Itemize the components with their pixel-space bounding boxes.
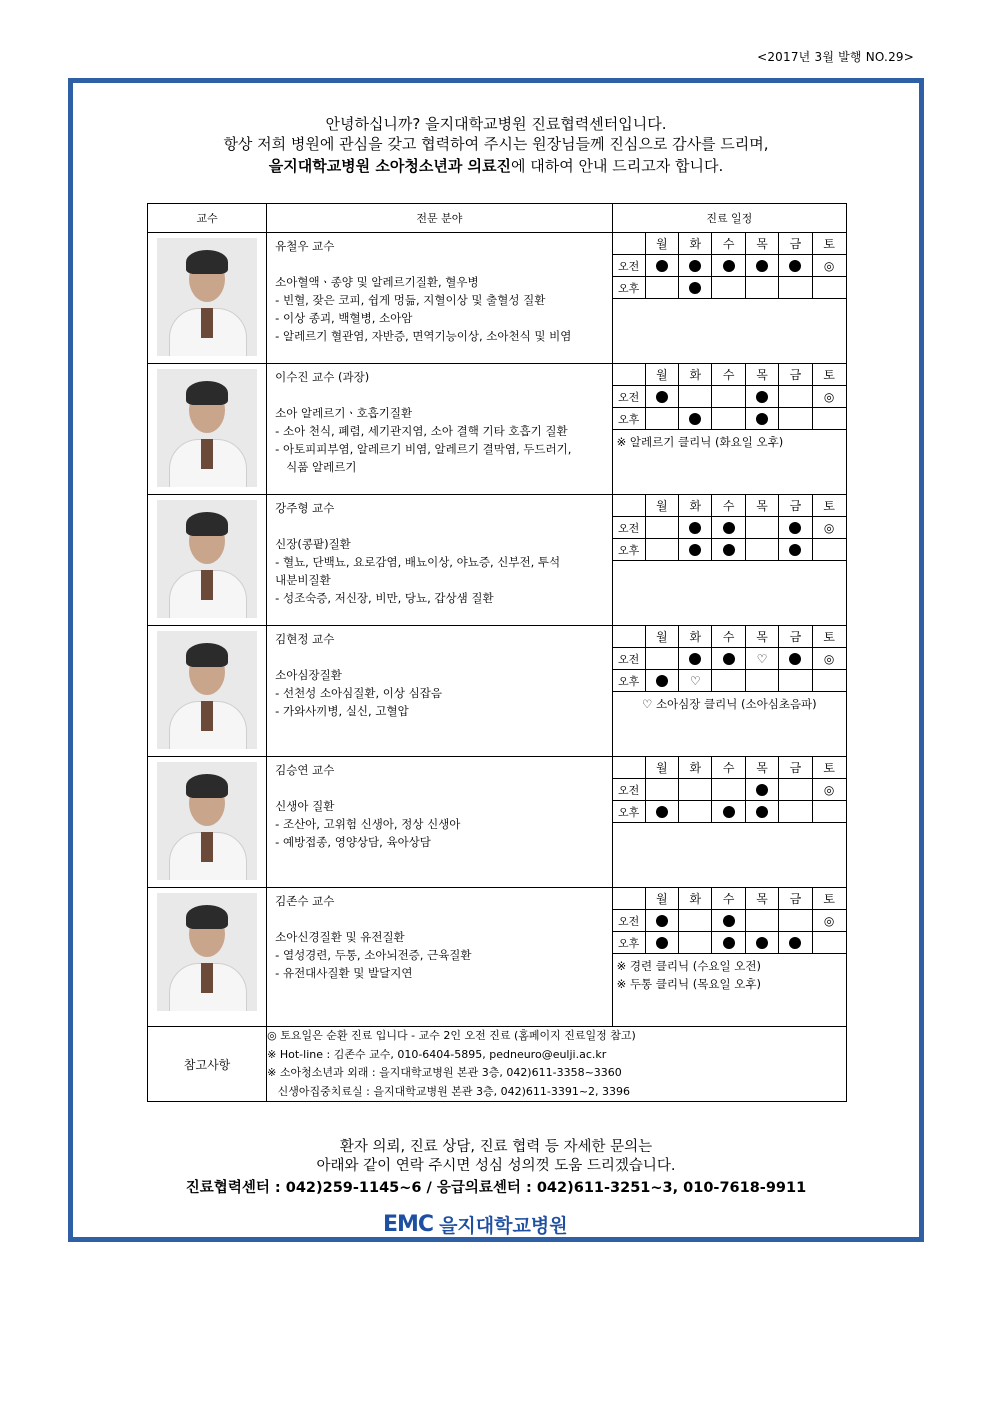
- schedule-slot: [645, 386, 678, 408]
- clinic-dot-icon: [723, 260, 735, 272]
- schedule-slot: [779, 910, 812, 932]
- day-header: 수: [712, 364, 745, 386]
- clinic-dot-icon: [689, 260, 701, 272]
- schedule-slot: [812, 539, 845, 561]
- clinic-dot-icon: [656, 915, 668, 927]
- schedule-slot: [712, 932, 745, 954]
- am-label: 오전: [613, 910, 646, 932]
- specialty-field: 내분비질환: [275, 573, 331, 587]
- schedule-slot: ♡: [745, 648, 778, 670]
- doctor-specialty-cell: [267, 888, 612, 1027]
- specialty-item: - 빈혈, 잦은 코피, 쉽게 멍듦, 지혈이상 및 출혈성 질환: [275, 293, 546, 307]
- am-label: 오전: [613, 255, 646, 277]
- day-header: 화: [679, 626, 712, 648]
- am-label: 오전: [613, 648, 646, 670]
- schedule-slot: ◎: [812, 255, 845, 277]
- doctor-specialty-cell: [267, 495, 612, 626]
- schedule-grid: [613, 364, 846, 430]
- schedule-slot: [779, 277, 812, 299]
- schedule-slot: [645, 932, 678, 954]
- specialty-item: 식품 알레르기: [275, 460, 357, 474]
- schedule-slot: [645, 910, 678, 932]
- clinic-dot-icon: [689, 282, 701, 294]
- specialty-field: 소아혈액ㆍ종양 및 알레르기질환, 혈우병: [275, 275, 479, 289]
- schedule-slot: [712, 517, 745, 539]
- reference-line: 신생아집중치료실 : 을지대학교병원 본관 3층, 042)611-3391~2, 3396: [267, 1084, 631, 1098]
- doctor-row: [148, 757, 847, 888]
- schedule-slot: [679, 517, 712, 539]
- schedule-grid: [613, 757, 846, 823]
- schedule-slot: [712, 648, 745, 670]
- schedule-notes: [613, 430, 846, 454]
- schedule-note: ♡ 소아심장 클리닉 (소아심초음파): [641, 697, 817, 711]
- day-header: 화: [679, 364, 712, 386]
- day-header: 수: [712, 888, 745, 910]
- doctor-schedule-cell: [612, 495, 846, 626]
- specialty-item: - 선천성 소아심질환, 이상 심잡음: [275, 686, 442, 700]
- clinic-dot-icon: [756, 391, 768, 403]
- schedule-slot: [679, 932, 712, 954]
- clinic-dot-icon: [656, 675, 668, 687]
- doctor-name: 유철우 교수: [275, 239, 335, 253]
- schedule-slot: [745, 277, 778, 299]
- schedule-slot: [712, 670, 745, 692]
- schedule-slot: [712, 801, 745, 823]
- doctor-photo: [157, 500, 257, 618]
- doctor-row: [148, 233, 847, 364]
- footer-contact: 진료협력센터 : 042)259-1145~6 / 응급의료센터 : 042)611-3251~3, 010-7618-9911: [185, 1180, 807, 1196]
- schedule-slot: [712, 255, 745, 277]
- day-header: 토: [812, 495, 845, 517]
- doctor-photo-cell: [148, 757, 267, 888]
- doctor-specialty-cell: [267, 757, 612, 888]
- day-header: 수: [712, 495, 745, 517]
- reference-line: ◎ 토요일은 순환 진료 입니다 - 교수 2인 오전 진료 (홈페이지 진료일정 참고): [267, 1029, 636, 1042]
- day-header: 목: [745, 626, 778, 648]
- doctor-specialty-cell: [267, 233, 612, 364]
- pm-label: 오후: [613, 539, 646, 561]
- day-header: 화: [679, 233, 712, 255]
- day-header: 월: [645, 888, 678, 910]
- clinic-dot-icon: [756, 937, 768, 949]
- logo-mark: EMC: [383, 1212, 434, 1237]
- greeting-bold: 을지대학교병원 소아청소년과 의료진: [268, 157, 512, 175]
- photo-collar: [201, 701, 213, 731]
- day-header: 목: [745, 364, 778, 386]
- day-header: 토: [812, 233, 845, 255]
- day-header: 목: [745, 888, 778, 910]
- doctor-schedule-cell: [612, 888, 846, 1027]
- schedule-note: ※ 경련 클리닉 (수요일 오전): [616, 959, 761, 973]
- day-header: 화: [679, 495, 712, 517]
- schedule-slot: [779, 386, 812, 408]
- pm-label: 오후: [613, 932, 646, 954]
- doctor-name: 김승연 교수: [275, 763, 335, 777]
- clinic-dot-icon: [789, 937, 801, 949]
- schedule-grid: [613, 888, 846, 954]
- schedule-slot: [679, 910, 712, 932]
- specialty-field: 신생아 질환: [275, 799, 335, 813]
- schedule-slot: [679, 801, 712, 823]
- clinic-dot-icon: [756, 413, 768, 425]
- schedule-notes: [613, 954, 846, 996]
- schedule-notes: [613, 561, 846, 567]
- doctor-photo: [157, 238, 257, 356]
- schedule-slot: [679, 277, 712, 299]
- day-header: 토: [812, 626, 845, 648]
- clinic-dot-icon: [723, 806, 735, 818]
- doctor-specialty-cell: [267, 626, 612, 757]
- doctor-photo-cell: [148, 233, 267, 364]
- doctor-schedule-cell: [612, 757, 846, 888]
- day-header: 목: [745, 495, 778, 517]
- day-header: 수: [712, 233, 745, 255]
- clinic-dot-icon: [656, 260, 668, 272]
- clinic-dot-icon: [689, 653, 701, 665]
- day-header: 금: [779, 233, 812, 255]
- schedule-slot: [812, 932, 845, 954]
- day-header: 월: [645, 364, 678, 386]
- schedule-slot: [779, 801, 812, 823]
- doctor-schedule-cell: [612, 233, 846, 364]
- clinic-dot-icon: [723, 653, 735, 665]
- day-header: 목: [745, 757, 778, 779]
- schedule-slot: [745, 539, 778, 561]
- specialty-item: - 가와사끼병, 실신, 고혈압: [275, 704, 409, 718]
- doctor-specialty-cell: [267, 364, 612, 495]
- schedule-slot: [679, 255, 712, 277]
- schedule-slot: [679, 779, 712, 801]
- hospital-logo: [383, 1211, 568, 1238]
- schedule-corner: [613, 888, 646, 910]
- schedule-slot: ♡: [679, 670, 712, 692]
- photo-collar: [201, 832, 213, 862]
- schedule-slot: [645, 517, 678, 539]
- specialty-item: - 열성경련, 두통, 소아뇌전증, 근육질환: [275, 948, 472, 962]
- clinic-dot-icon: [756, 806, 768, 818]
- schedule-slot: [745, 517, 778, 539]
- schedule-grid: [613, 495, 846, 561]
- specialty-field: 소아신경질환 및 유전질환: [275, 930, 405, 944]
- specialty-field: 소아심장질환: [275, 668, 342, 682]
- schedule-slot: [645, 277, 678, 299]
- doctor-photo-cell: [148, 364, 267, 495]
- photo-hair: [186, 381, 228, 405]
- schedule-corner: [613, 364, 646, 386]
- schedule-grid: [613, 233, 846, 299]
- schedule-slot: [745, 408, 778, 430]
- schedule-slot: [712, 386, 745, 408]
- schedule-slot: [779, 517, 812, 539]
- specialty-item: - 유전대사질환 및 발달지연: [275, 966, 413, 980]
- doctor-name: 김현정 교수: [275, 632, 335, 646]
- day-header: 목: [745, 233, 778, 255]
- schedule-slot: [812, 801, 845, 823]
- doctor-photo-cell: [148, 888, 267, 1027]
- schedule-slot: [645, 539, 678, 561]
- schedule-slot: [779, 408, 812, 430]
- clinic-dot-icon: [723, 544, 735, 556]
- doctor-schedule-cell: [612, 626, 846, 757]
- schedule-slot: [645, 648, 678, 670]
- schedule-slot: [745, 255, 778, 277]
- doctor-schedule-cell: [612, 364, 846, 495]
- pm-label: 오후: [613, 277, 646, 299]
- clinic-dot-icon: [689, 522, 701, 534]
- schedule-slot: [645, 408, 678, 430]
- photo-hair: [186, 774, 228, 798]
- clinic-dot-icon: [789, 544, 801, 556]
- footer-line-2: 아래와 같이 연락 주시면 성심 성의껏 도움 드리겠습니다.: [316, 1158, 676, 1174]
- specialty-field: 소아 알레르기ㆍ호흡기질환: [275, 406, 413, 420]
- schedule-slot: [745, 386, 778, 408]
- schedule-slot: [779, 648, 812, 670]
- specialty-item: - 이상 종괴, 백혈병, 소아암: [275, 311, 413, 325]
- content-frame: [68, 78, 924, 1242]
- header-specialty: 전문 분야: [267, 204, 612, 233]
- day-header: 수: [712, 757, 745, 779]
- clinic-dot-icon: [789, 653, 801, 665]
- photo-hair: [186, 905, 228, 929]
- photo-collar: [201, 963, 213, 993]
- clinic-dot-icon: [723, 522, 735, 534]
- schedule-slot: [745, 779, 778, 801]
- reference-label: 참고사항: [148, 1027, 267, 1102]
- photo-hair: [186, 250, 228, 274]
- doctor-name: 이수진 교수 (과장): [275, 370, 370, 384]
- day-header: 화: [679, 757, 712, 779]
- clinic-dot-icon: [656, 937, 668, 949]
- logo-text: 을지대학교병원: [439, 1215, 568, 1237]
- footer-line-1: 환자 의뢰, 진료 상담, 진료 협력 등 자세한 문의는: [339, 1139, 653, 1155]
- header-professor: 교수: [148, 204, 267, 233]
- doctor-row: [148, 888, 847, 1027]
- schedule-slot: [779, 670, 812, 692]
- specialty-item: - 아토피피부염, 알레르기 비염, 알레르기 결막염, 두드러기,: [275, 442, 572, 456]
- clinic-dot-icon: [723, 937, 735, 949]
- schedule-notes: [613, 299, 846, 305]
- schedule-grid: [613, 626, 846, 692]
- schedule-notes: [613, 823, 846, 829]
- schedule-slot: [679, 408, 712, 430]
- schedule-corner: [613, 233, 646, 255]
- photo-hair: [186, 643, 228, 667]
- day-header: 수: [712, 626, 745, 648]
- schedule-slot: [645, 255, 678, 277]
- specialty-item: - 예방접종, 영양상담, 육아상담: [275, 835, 431, 849]
- day-header: 화: [679, 888, 712, 910]
- header-schedule: 진료 일정: [612, 204, 846, 233]
- day-header: 금: [779, 495, 812, 517]
- schedule-slot: [745, 910, 778, 932]
- doctor-table: [147, 203, 847, 1102]
- day-header: 월: [645, 757, 678, 779]
- schedule-slot: [712, 408, 745, 430]
- schedule-slot: [779, 539, 812, 561]
- day-header: 금: [779, 626, 812, 648]
- day-header: 월: [645, 495, 678, 517]
- doctor-photo: [157, 369, 257, 487]
- schedule-note: ※ 두통 클리닉 (목요일 오후): [616, 977, 761, 991]
- schedule-corner: [613, 495, 646, 517]
- greeting-line-1: 안녕하십니까? 을지대학교병원 진료협력센터입니다.: [325, 115, 667, 133]
- day-header: 금: [779, 757, 812, 779]
- clinic-dot-icon: [789, 522, 801, 534]
- schedule-slot: ◎: [812, 517, 845, 539]
- schedule-slot: [812, 670, 845, 692]
- schedule-slot: [645, 670, 678, 692]
- specialty-item: - 소아 천식, 폐렴, 세기관지염, 소아 결핵 기타 호흡기 질환: [275, 424, 568, 438]
- day-header: 토: [812, 757, 845, 779]
- schedule-note: ※ 알레르기 클리닉 (화요일 오후): [616, 435, 784, 449]
- pm-label: 오후: [613, 801, 646, 823]
- doctor-name: 김존수 교수: [275, 894, 335, 908]
- pm-label: 오후: [613, 408, 646, 430]
- doctor-row: [148, 364, 847, 495]
- specialty-item: - 성조숙증, 저신장, 비만, 당뇨, 갑상샘 질환: [275, 591, 494, 605]
- doctor-photo: [157, 631, 257, 749]
- photo-collar: [201, 439, 213, 469]
- photo-collar: [201, 308, 213, 338]
- greeting-line-2: 항상 저희 병원에 관심을 갖고 협력하여 주시는 원장님들께 진심으로 감사를 드리며,: [223, 135, 769, 153]
- schedule-slot: [645, 801, 678, 823]
- specialty-item: - 알레르기 혈관염, 자반증, 면역기능이상, 소아천식 및 비염: [275, 329, 572, 343]
- photo-collar: [201, 570, 213, 600]
- schedule-slot: [779, 932, 812, 954]
- specialty-item: - 조산아, 고위험 신생아, 정상 신생아: [275, 817, 461, 831]
- doctor-row: [148, 626, 847, 757]
- am-label: 오전: [613, 779, 646, 801]
- schedule-slot: [712, 779, 745, 801]
- schedule-slot: [745, 932, 778, 954]
- doctor-name: 강주형 교수: [275, 501, 335, 515]
- day-header: 금: [779, 888, 812, 910]
- schedule-slot: [679, 648, 712, 670]
- schedule-corner: [613, 757, 646, 779]
- photo-hair: [186, 512, 228, 536]
- schedule-slot: [712, 539, 745, 561]
- greeting-line-3: [73, 155, 919, 176]
- reference-line: ※ 소아청소년과 외래 : 을지대학교병원 본관 3층, 042)611-3358~3360: [267, 1066, 622, 1079]
- reference-line: ※ Hot-line : 김존수 교수, 010-6404-5895, pedneuro@eulji.ac.kr: [267, 1047, 607, 1061]
- clinic-dot-icon: [689, 413, 701, 425]
- schedule-slot: [645, 779, 678, 801]
- clinic-dot-icon: [656, 391, 668, 403]
- clinic-dot-icon: [689, 544, 701, 556]
- am-label: 오전: [613, 517, 646, 539]
- schedule-slot: [745, 801, 778, 823]
- doctor-row: [148, 495, 847, 626]
- reference-notes: [267, 1027, 847, 1102]
- schedule-slot: [812, 408, 845, 430]
- day-header: 토: [812, 364, 845, 386]
- clinic-dot-icon: [723, 915, 735, 927]
- schedule-slot: ◎: [812, 779, 845, 801]
- doctor-photo: [157, 893, 257, 1011]
- issue-number: <2017년 3월 발행 NO.29>: [757, 50, 914, 64]
- schedule-slot: [745, 670, 778, 692]
- schedule-slot: [779, 255, 812, 277]
- schedule-slot: [679, 539, 712, 561]
- schedule-slot: ◎: [812, 648, 845, 670]
- day-header: 금: [779, 364, 812, 386]
- am-label: 오전: [613, 386, 646, 408]
- clinic-dot-icon: [789, 260, 801, 272]
- doctor-photo-cell: [148, 495, 267, 626]
- schedule-slot: [712, 910, 745, 932]
- greeting-rest: 에 대하여 안내 드리고자 합니다.: [511, 157, 724, 175]
- clinic-dot-icon: [656, 806, 668, 818]
- schedule-notes: [613, 692, 846, 716]
- doctor-photo-cell: [148, 626, 267, 757]
- schedule-slot: [679, 386, 712, 408]
- clinic-dot-icon: [756, 260, 768, 272]
- day-header: 월: [645, 233, 678, 255]
- schedule-slot: [712, 277, 745, 299]
- pm-label: 오후: [613, 670, 646, 692]
- day-header: 월: [645, 626, 678, 648]
- schedule-corner: [613, 626, 646, 648]
- clinic-dot-icon: [756, 784, 768, 796]
- schedule-slot: ◎: [812, 386, 845, 408]
- specialty-field: 신장(콩팥)질환: [275, 537, 351, 551]
- schedule-slot: [779, 779, 812, 801]
- schedule-slot: [812, 277, 845, 299]
- day-header: 토: [812, 888, 845, 910]
- specialty-item: - 혈뇨, 단백뇨, 요로감염, 배뇨이상, 야뇨증, 신부전, 투석: [275, 555, 561, 569]
- doctor-photo: [157, 762, 257, 880]
- schedule-slot: ◎: [812, 910, 845, 932]
